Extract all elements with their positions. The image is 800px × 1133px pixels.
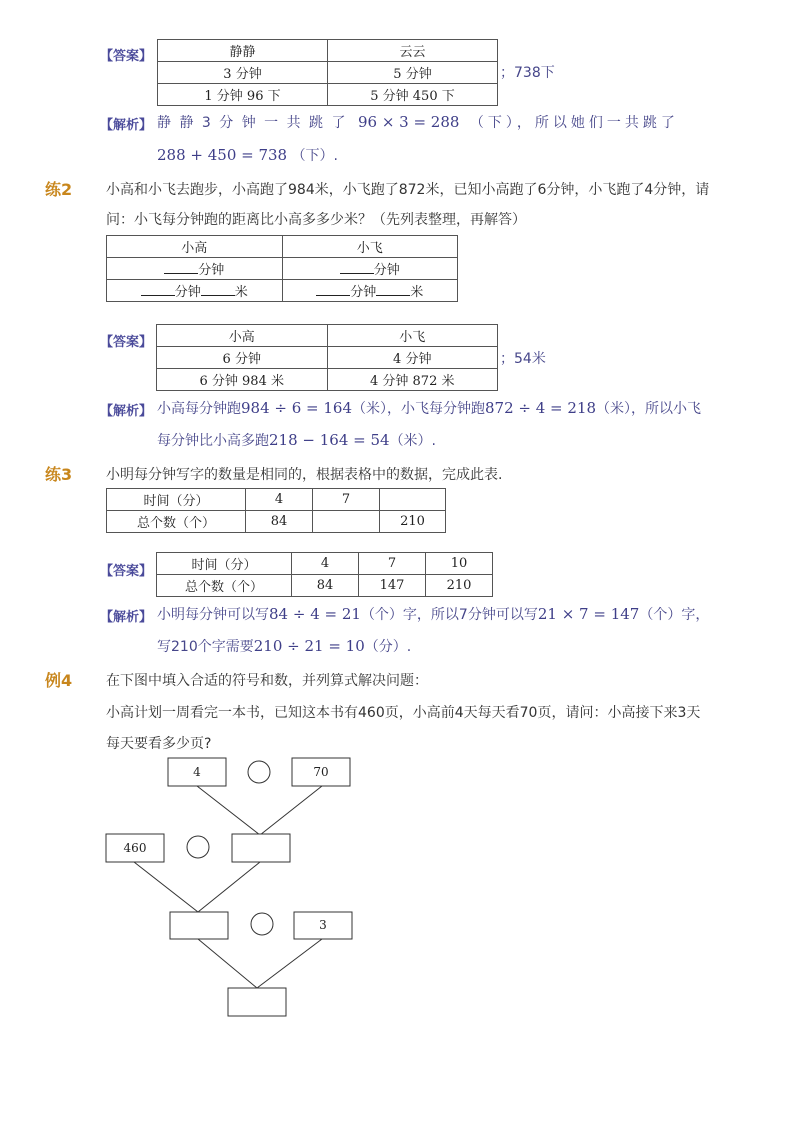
ex4-question-line2: 小高计划一周看完一本书，已知这本书有460页，小高前4天每天看70页，请问：小高接下来3天 (106, 705, 701, 721)
table-cell: 84 (246, 511, 313, 533)
diagram-value: 3 (319, 918, 327, 932)
table-cell: 84 (292, 575, 359, 597)
connector-line (197, 786, 260, 835)
analysis-text: （米），小飞每分钟跑 (352, 401, 486, 417)
answer-suffix: ；54米 (500, 351, 546, 367)
connector-line (260, 786, 322, 835)
table-cell: 4 (246, 489, 313, 511)
exercise-label-3: 练3 (45, 465, 73, 484)
diagram-value: 460 (123, 841, 147, 855)
table-cell: 时间（分） (107, 489, 246, 511)
analysis-math: 96 × 3 = 288 (357, 113, 460, 131)
analysis-tag: 【解析】 (100, 404, 153, 419)
analysis-math: 218 − 164 = 54 (269, 431, 390, 449)
diagram-value: 70 (313, 765, 329, 779)
table-cell: 小飞 (327, 325, 498, 347)
answer-tag: 【答案】 (100, 335, 153, 350)
answer-tag: 【答案】 (100, 49, 153, 64)
analysis-math: 21 × 7 = 147 (537, 605, 640, 623)
operator-circle[interactable] (248, 761, 270, 783)
table-cell: 总个数（个） (157, 575, 292, 597)
table-cell: 分钟 (282, 258, 458, 280)
answer-suffix: ；738下 (500, 65, 555, 81)
diagram-box-mid-right[interactable] (232, 834, 290, 862)
diagram-value: 4 (193, 765, 201, 779)
analysis-text: 静 静 3 分 钟 一 共 跳 了 (157, 115, 348, 131)
table-cell: 7 (313, 489, 380, 511)
table-cell: 4 分钟 872 米 (327, 369, 498, 391)
analysis-math: 84 ÷ 4 = 21 (269, 605, 361, 623)
analysis-math: 872 ÷ 4 = 218 (485, 399, 597, 417)
ex2-question-line2: 问：小飞每分钟跑的距离比小高多多少米？（先列表整理，再解答） (106, 212, 526, 228)
analysis-math: 984 ÷ 6 = 164 (241, 399, 353, 417)
ex2-question-line1: 小高和小飞去跑步，小高跑了984米，小飞跑了872米，已知小高跑了6分钟，小飞跑了4分钟，请 (106, 182, 710, 198)
table-cell: 5 分钟 (328, 62, 498, 84)
table-cell: 6 分钟 (157, 347, 328, 369)
table-cell: 1 分钟 96 下 (158, 84, 328, 106)
ex4-question-line1: 在下图中填入合适的符号和数，并列算式解决问题： (106, 673, 428, 689)
connector-line (198, 862, 260, 912)
analysis-text: 小明每分钟可以写 (157, 607, 269, 623)
operator-circle[interactable] (187, 836, 209, 858)
exercise-label-2: 练2 (45, 180, 73, 199)
table-cell: 5 分钟 450 下 (328, 84, 498, 106)
ex3-question-line1: 小明每分钟写字的数量是相同的，根据表格中的数据，完成此表. (106, 467, 503, 483)
table-cell: 总个数（个） (107, 511, 246, 533)
table-cell: 云云 (328, 40, 498, 62)
table-cell: 分钟 (107, 258, 283, 280)
table-cell: 小飞 (282, 236, 458, 258)
connector-line (257, 939, 322, 988)
table-cell: 10 (426, 553, 493, 575)
table-cell: 时间（分） (157, 553, 292, 575)
analysis-text: （下），所以她们一共跳了 (469, 115, 679, 131)
table-cell: 分钟 米 (282, 280, 458, 302)
analysis-text: （个）字，所以7分钟可以写 (360, 607, 538, 623)
analysis-text: （下）. (291, 148, 339, 164)
connector-line (134, 862, 198, 912)
analysis-text: （分）. (364, 639, 412, 655)
analysis-math: 288 + 450 = 738 (157, 146, 288, 164)
table-cell: 静静 (158, 40, 328, 62)
ex4-question-line3: 每天要看多少页? (106, 736, 212, 752)
analysis-tag: 【解析】 (100, 610, 153, 625)
table-cell: 小高 (107, 236, 283, 258)
analysis-text: （个）字， (639, 607, 710, 623)
table-cell: 4 (292, 553, 359, 575)
analysis-text: （米）. (389, 433, 437, 449)
diagram-box-bottom[interactable] (228, 988, 286, 1016)
analysis-tag: 【解析】 (100, 118, 153, 133)
table-cell: 3 分钟 (158, 62, 328, 84)
table-cell: 小高 (157, 325, 328, 347)
table-cell: 4 分钟 (327, 347, 498, 369)
analysis-text: （米），所以小飞 (596, 401, 702, 417)
answer-tag: 【答案】 (100, 564, 153, 579)
table-cell: 6 分钟 984 米 (157, 369, 328, 391)
analysis-text: 小高每分钟跑 (157, 401, 241, 417)
table-cell: 分钟 米 (107, 280, 283, 302)
table-cell: 210 (426, 575, 493, 597)
diagram-box-low-left[interactable] (170, 912, 228, 939)
analysis-text: 每分钟比小高多跑 (157, 433, 269, 449)
operator-circle[interactable] (251, 913, 273, 935)
table-cell: 7 (359, 553, 426, 575)
connector-line (198, 939, 257, 988)
analysis-text: 写210个字需要 (157, 639, 254, 655)
analysis-math: 210 ÷ 21 = 10 (253, 637, 365, 655)
table-cell: 210 (380, 511, 446, 533)
table-cell: 147 (359, 575, 426, 597)
example-label-4: 例4 (45, 671, 73, 690)
